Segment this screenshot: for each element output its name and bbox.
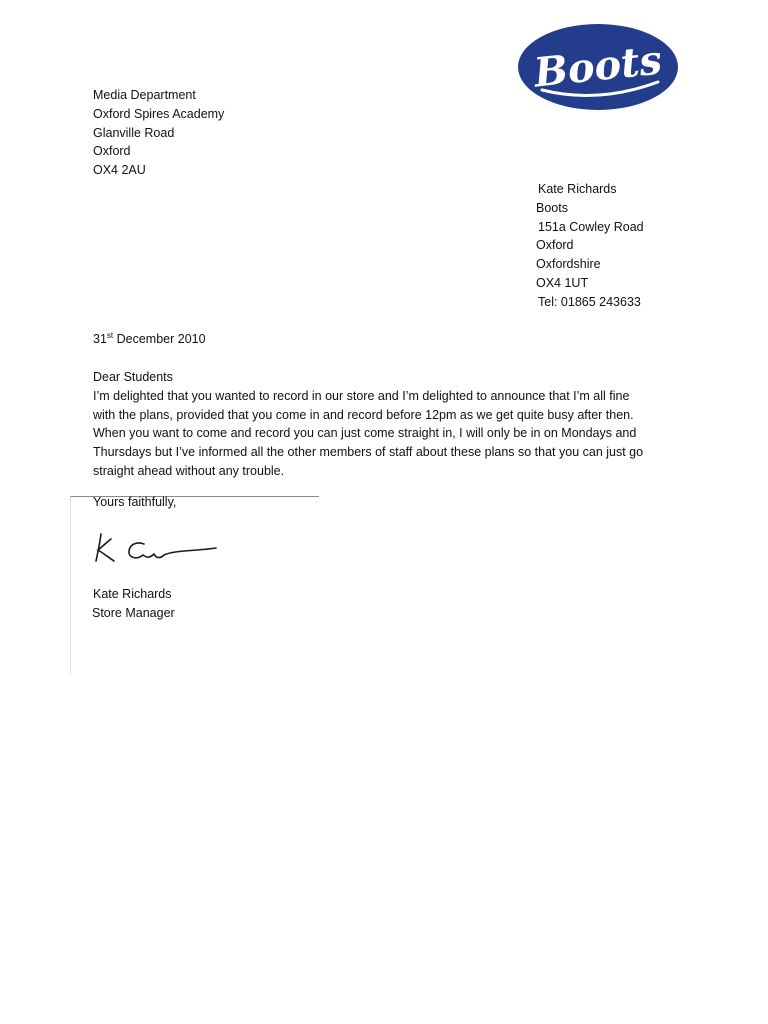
body-line: When you want to come and record you can just come straight in, I will only be in on Mondays and <box>93 426 637 441</box>
boots-logo <box>516 22 680 112</box>
sender-address <box>93 86 224 180</box>
body-line: I’m delighted that you wanted to record in our store and I’m delighted to announce that I’m all fine <box>93 388 630 403</box>
recipient-line: Kate Richards <box>538 182 617 196</box>
sender-line: Glanville Road <box>93 125 175 140</box>
letter-date <box>93 330 206 349</box>
recipient-line: OX4 1UT <box>536 275 589 290</box>
salutation: Dear Students <box>93 370 173 384</box>
date-day: 31 <box>93 332 107 346</box>
recipient-line: 151a Cowley Road <box>538 219 644 234</box>
sender-line: Oxford Spires Academy <box>93 106 225 121</box>
recipient-address <box>536 180 644 312</box>
body-line: Thursdays but I’ve informed all the other members of staff about these plans so that you can just go <box>93 445 644 460</box>
sender-line: OX4 2AU <box>93 163 146 178</box>
body-line: with the plans, provided that you come in and record before 12pm as we get quite busy after then. <box>93 407 634 422</box>
recipient-line: Oxfordshire <box>536 257 601 272</box>
recipient-line: Oxford <box>536 238 574 253</box>
sender-line: Media Department <box>93 88 196 102</box>
sender-line: Oxford <box>93 144 131 159</box>
letter-body <box>93 368 683 481</box>
signer-block <box>93 585 175 623</box>
recipient-line: Tel: 01865 243633 <box>538 294 641 309</box>
logo-brand-text: Boots <box>531 36 665 97</box>
recipient-line: Boots <box>536 200 568 215</box>
handwritten-signature <box>92 530 220 566</box>
signer-title: Store Manager <box>92 605 175 620</box>
date-rest: December 2010 <box>113 332 206 346</box>
closing: Yours faithfully, <box>93 495 177 509</box>
date-suffix: st <box>106 330 114 340</box>
body-line: straight ahead without any trouble. <box>93 463 285 478</box>
signer-name: Kate Richards <box>93 587 172 601</box>
